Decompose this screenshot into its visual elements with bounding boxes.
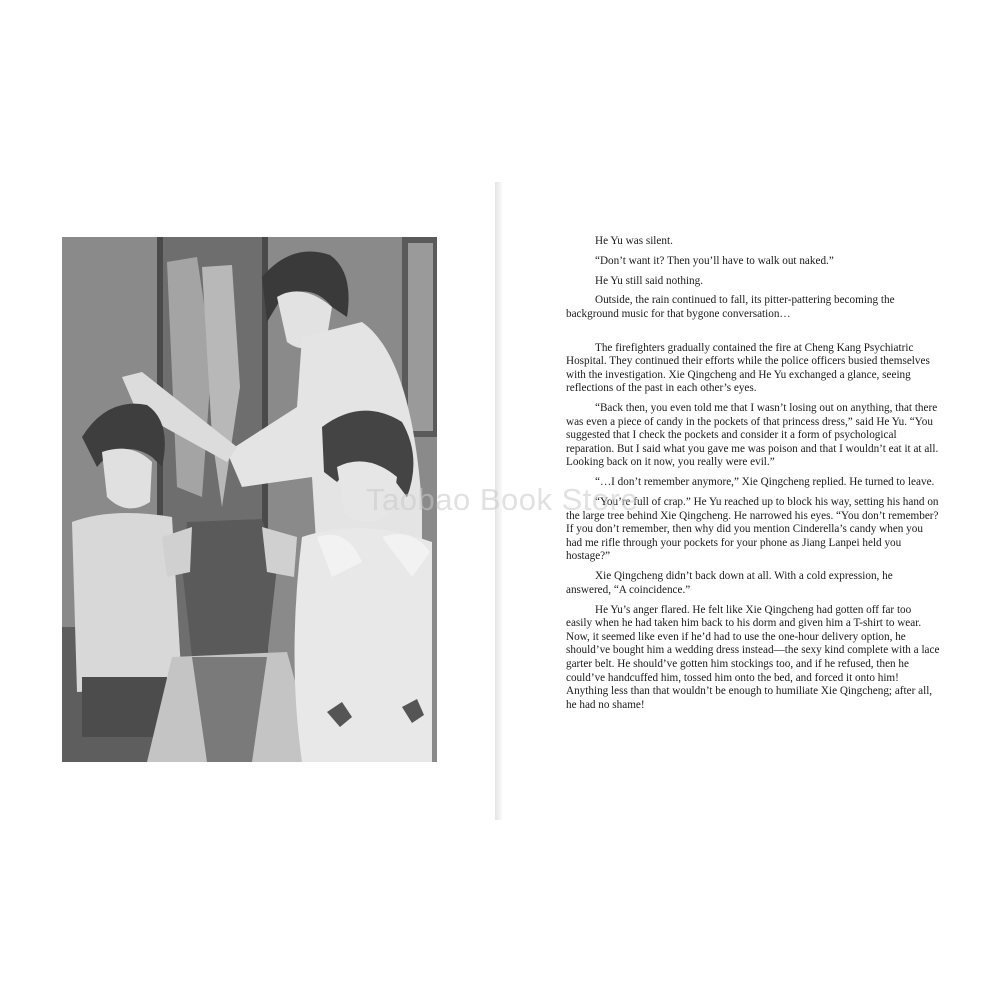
paragraph: “Don’t want it? Then you’ll have to walk out naked.” (595, 254, 834, 267)
text-page (566, 235, 940, 719)
paragraph: He Yu was silent. (595, 235, 673, 247)
paragraph: The firefighters gradually contained the fire at Cheng Kang Psychiatric Hospital. They continued their efforts while the police officers busied themselves with the investigation. Xie Qingcheng and He Yu exchanged a glance, seeing reflections of the past in each other’s eyes. (566, 341, 930, 395)
paragraph: Outside, the rain continued to fall, its pitter-pattering becoming the background music for that bygone conversation… (566, 294, 895, 320)
paragraph: “You’re full of crap.” He Yu reached up to block his way, setting his hand on the large tree behind Xie Qingcheng. He narrowed his eyes. “You don’t remember? If you don’t remember, then why did you mention Cinderella’s candy when you had me rifle through your pockets for your phone as Jiang Lanpei held you hostage?” (566, 496, 939, 563)
book-spine (495, 182, 502, 820)
paragraph: Xie Qingcheng didn’t back down at all. With a cold expression, he answered, “A coincidence.” (566, 570, 893, 596)
paragraph: He Yu’s anger flared. He felt like Xie Qingcheng had gotten off far too easily when he had taken him back to his dorm and given him a T-shirt to wear. Now, it seemed like even if he’d had to use the one-hour delivery option, he should’ve bought him a wedding dress instead—the sexy kind complete with a lace garter belt. He should’ve gotten him stockings too, and if he refused, then he could’ve handcuffed him, tossed him onto the bed, and forced it onto him! Anything less than that wouldn’t be enough to humiliate Xie Qingcheng; after all, he had no shame! (566, 603, 940, 711)
paragraph: He Yu still said nothing. (595, 274, 704, 287)
illustration-art (62, 237, 437, 762)
paragraph: “Back then, you even told me that I wasn’t losing out on anything, that there was even a piece of candy in the pockets of that princess dress,” said He Yu. “You suggested that I check the pockets and consider it a form of psychological reparation. But I said what you gave me was poison and that I wouldn’t eat it at all. Looking back on it now, you really were evil.” (566, 402, 939, 469)
illustration (62, 237, 437, 762)
paragraph: “…I don’t remember anymore,” Xie Qingcheng replied. He turned to leave. (595, 476, 935, 489)
watermark: Taobao Book Store (366, 482, 639, 517)
